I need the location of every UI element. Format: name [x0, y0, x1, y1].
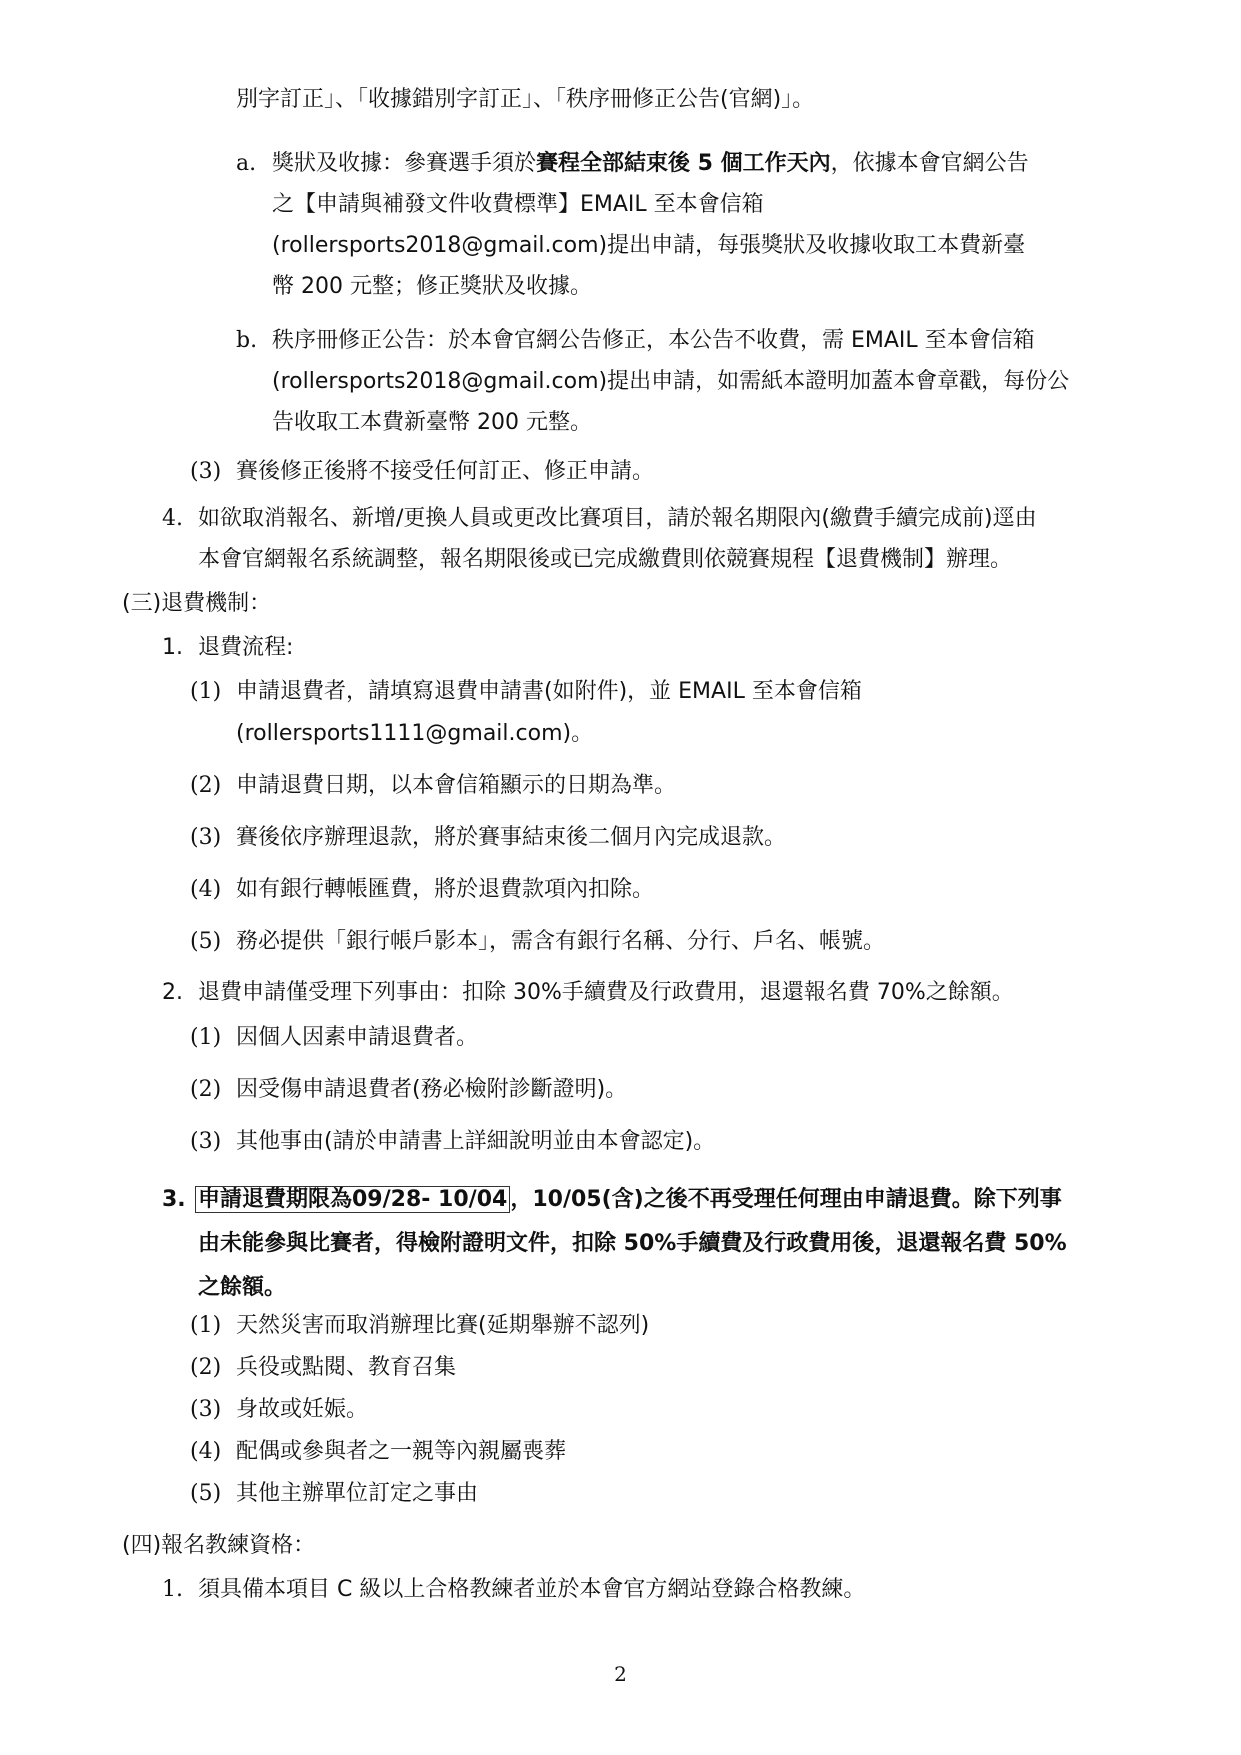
refund1-item-5: 務必提供「銀行帳戶影本」，需含有銀行名稱、分行、戶名、帳號。	[236, 929, 886, 954]
refund3-item-2-marker: (2)	[190, 1355, 222, 1380]
refund3-item-4: 配偶或參與者之一親等內親屬喪葬	[236, 1439, 567, 1464]
refund1-item-1-cont: (rollersports1111@gmail.com)。	[236, 721, 594, 746]
sub3-text: 賽後修正後將不接受任何訂正、修正申請。	[236, 459, 655, 484]
item4-line-1: 如欲取消報名、新增/更換人員或更改比賽項目，請於報名期限內(繳費手續完成前)逕由	[198, 506, 1037, 531]
item-a-marker: a.	[236, 151, 257, 176]
refund1-item-2: 申請退費日期，以本會信箱顯示的日期為準。	[236, 773, 677, 798]
refund2-title: 退費申請僅受理下列事由：扣除 30%手續費及行政費用，退還報名費 70%之餘額。	[198, 980, 1014, 1005]
item-a-line-2: 之【申請與補發文件收費標準】EMAIL 至本會信箱	[272, 192, 764, 217]
continuation-line: 別字訂正」、「收據錯別字訂正」、「秩序冊修正公告(官網)」。	[236, 87, 815, 112]
refund1-item-4-marker: (4)	[190, 877, 222, 902]
refund2-marker: 2.	[162, 980, 183, 1005]
refund2-item-3-marker: (3)	[190, 1129, 222, 1154]
sub3-marker: (3)	[190, 459, 222, 484]
refund3-item-1-marker: (1)	[190, 1313, 222, 1338]
item-a-line-4: 幣 200 元整；修正獎狀及收據。	[272, 274, 592, 299]
refund3-marker: 3.	[162, 1187, 186, 1212]
refund1-item-1: 申請退費者，請填寫退費申請書(如附件)，並 EMAIL 至本會信箱	[236, 679, 862, 704]
refund2-item-3: 其他事由(請於申請書上詳細說明並由本會認定)。	[236, 1129, 716, 1154]
item-a-line-1	[272, 148, 1029, 180]
item-b-line-1: 秩序冊修正公告：於本會官網公告修正，本公告不收費，需 EMAIL 至本會信箱	[272, 328, 1035, 353]
item-a-prefix: 獎狀及收據：參賽選手須於	[272, 151, 537, 176]
refund1-item-5-marker: (5)	[190, 929, 222, 954]
item-b-line-2: (rollersports2018@gmail.com)提出申請，如需紙本證明加蓋本會章戳，每份公	[272, 369, 1070, 394]
refund1-item-3: 賽後依序辦理退款，將於賽事結束後二個月內完成退款。	[236, 825, 787, 850]
item-b-line-3: 告收取工本費新臺幣 200 元整。	[272, 410, 592, 435]
refund2-item-1-marker: (1)	[190, 1025, 222, 1050]
refund3-item-2: 兵役或點閱、教育召集	[236, 1355, 457, 1380]
section3-heading: (三)退費機制：	[122, 591, 272, 616]
refund1-marker: 1.	[162, 635, 183, 660]
refund1-item-1-marker: (1)	[190, 679, 222, 704]
refund3-item-4-marker: (4)	[190, 1439, 222, 1464]
refund3-item-1: 天然災害而取消辦理比賽(延期舉辦不認列)	[236, 1313, 650, 1338]
item4-line-2: 本會官網報名系統調整，報名期限後或已完成繳費則依競賽規程【退費機制】辦理。	[198, 547, 1013, 572]
refund1-title: 退費流程:	[198, 635, 294, 660]
item4-marker: 4.	[162, 506, 183, 531]
refund1-item-4: 如有銀行轉帳匯費，將於退費款項內扣除。	[236, 877, 655, 902]
refund2-item-1: 因個人因素申請退費者。	[236, 1025, 479, 1050]
item-b-marker: b.	[236, 328, 258, 353]
refund2-item-2: 因受傷申請退費者(務必檢附診斷證明)。	[236, 1077, 628, 1102]
refund3-item-3-marker: (3)	[190, 1397, 222, 1422]
refund3-item-3: 身故或妊娠。	[236, 1397, 369, 1422]
page-number: 2	[614, 1662, 627, 1686]
item-a-line-3: (rollersports2018@gmail.com)提出申請，每張獎狀及收據收取工本費新臺	[272, 233, 1026, 258]
refund3-deadline-box: 申請退費期限為09/28- 10/04	[195, 1186, 510, 1213]
refund2-item-2-marker: (2)	[190, 1077, 222, 1102]
item-a-suffix: ，依據本會官網公告	[830, 151, 1029, 176]
refund3-item-5-marker: (5)	[190, 1481, 222, 1506]
refund3-line-3: 之餘額。	[198, 1275, 287, 1300]
refund3-line-1	[198, 1184, 1062, 1216]
item-a-deadline-bold: 賽程全部結束後 5 個工作天內	[536, 151, 831, 176]
refund3-line-1-rest: ，10/05(含)之後不再受理任何理由申請退費。除下列事	[510, 1187, 1062, 1212]
section4-heading: (四)報名教練資格：	[122, 1533, 316, 1558]
refund3-item-5: 其他主辦單位訂定之事由	[236, 1481, 479, 1506]
coach1-marker: 1.	[162, 1577, 183, 1602]
refund3-line-2: 由未能參與比賽者，得檢附證明文件，扣除 50%手續費及行政費用後，退還報名費 50%	[198, 1231, 1067, 1256]
refund1-item-3-marker: (3)	[190, 825, 222, 850]
coach1-text: 須具備本項目 C 級以上合格教練者並於本會官方網站登錄合格教練。	[198, 1577, 866, 1602]
refund1-item-2-marker: (2)	[190, 773, 222, 798]
